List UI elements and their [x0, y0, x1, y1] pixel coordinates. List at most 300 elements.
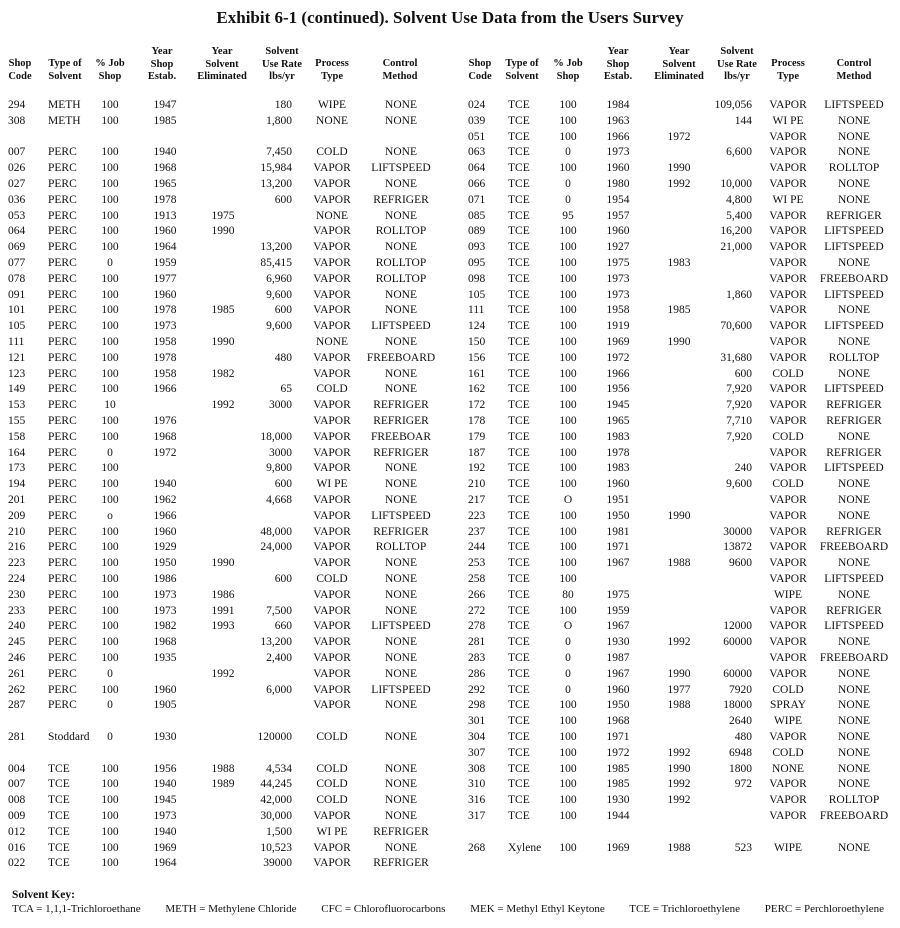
cell-control-method: NONE	[838, 367, 870, 380]
cell-year-eliminated: 1989	[211, 778, 235, 791]
cell-shop-code: 233	[8, 604, 26, 617]
cell-year-estab: 1956	[606, 383, 630, 396]
cell-use-rate: 60000	[723, 667, 752, 680]
cell-solvent-type: TCE	[508, 478, 530, 491]
cell-process-type: COLD	[316, 794, 348, 807]
cell-control-method: LIFTSPEED	[824, 462, 884, 475]
cell-year-eliminated: 1991	[211, 604, 235, 617]
cell-solvent-type: TCE	[508, 209, 530, 222]
cell-shop-code: 071	[468, 193, 486, 206]
cell-shop-code: 187	[468, 446, 486, 459]
cell-solvent-type: PERC	[48, 351, 77, 364]
left-header-year-eliminated: Year Solvent Eliminated	[197, 46, 247, 82]
cell-year-eliminated: 1993	[211, 620, 235, 633]
cell-year-estab: 1964	[153, 241, 177, 254]
cell-process-type: VAPOR	[313, 667, 351, 680]
cell-solvent-type: TCE	[508, 367, 530, 380]
cell-use-rate: 480	[734, 731, 752, 743]
cell-use-rate: 3000	[269, 399, 292, 412]
cell-process-type: VAPOR	[769, 794, 807, 807]
cell-solvent-type: TCE	[508, 794, 530, 807]
cell-pct-job-shop: 100	[101, 494, 119, 506]
cell-year-eliminated: 1977	[667, 683, 691, 696]
cell-shop-code: 124	[468, 320, 486, 333]
cell-use-rate: 7,450	[266, 146, 292, 159]
cell-control-method: NONE	[385, 636, 417, 649]
cell-use-rate: 70,600	[720, 320, 752, 333]
cell-shop-code: 261	[8, 667, 26, 680]
cell-control-method: NONE	[385, 810, 417, 822]
cell-process-type: VAPOR	[313, 636, 351, 649]
cell-pct-job-shop: 100	[101, 114, 119, 127]
cell-year-estab: 1950	[606, 509, 630, 522]
cell-shop-code: 064	[468, 162, 486, 175]
cell-year-eliminated: 1986	[211, 588, 235, 601]
cell-use-rate: 48,000	[260, 525, 292, 538]
cell-shop-code: 022	[8, 857, 26, 870]
cell-shop-code: 268	[468, 841, 486, 854]
cell-pct-job-shop: 100	[101, 841, 119, 854]
cell-pct-job-shop: 100	[101, 272, 119, 285]
cell-shop-code: 089	[468, 225, 486, 238]
cell-pct-job-shop: 100	[559, 399, 577, 412]
cell-pct-job-shop: 100	[559, 351, 577, 364]
cell-process-type: VAPOR	[313, 351, 351, 364]
cell-control-method: NONE	[838, 509, 870, 522]
cell-control-method: NONE	[838, 146, 870, 159]
cell-shop-code: 258	[468, 573, 486, 585]
cell-process-type: VAPOR	[313, 699, 351, 712]
cell-year-estab: 1945	[606, 399, 630, 412]
cell-shop-code: 286	[468, 667, 486, 680]
cell-shop-code: 201	[8, 494, 26, 506]
cell-use-rate: 7,920	[726, 399, 752, 412]
cell-process-type: COLD	[316, 573, 348, 585]
cell-control-method: ROLLTOP	[375, 257, 427, 269]
cell-process-type: WIPE	[773, 841, 803, 854]
cell-pct-job-shop: 10	[104, 399, 116, 412]
cell-shop-code: 223	[468, 509, 486, 522]
cell-year-estab: 1940	[153, 778, 177, 791]
cell-pct-job-shop: 0	[107, 731, 113, 743]
cell-control-method: NONE	[385, 383, 417, 396]
cell-pct-job-shop: 100	[559, 478, 577, 491]
cell-use-rate: 10,523	[260, 841, 292, 854]
cell-use-rate: 9,600	[726, 478, 752, 491]
cell-shop-code: 283	[468, 652, 486, 664]
cell-use-rate: 9,600	[266, 320, 292, 333]
cell-process-type: WI PE	[316, 478, 348, 491]
cell-solvent-type: TCE	[48, 778, 70, 791]
cell-solvent-type: PERC	[48, 446, 77, 459]
cell-control-method: NONE	[838, 130, 870, 143]
right-header-process-type: Process Type	[771, 58, 805, 82]
cell-year-estab: 1940	[153, 825, 177, 838]
cell-solvent-type: TCE	[508, 383, 530, 396]
cell-solvent-type: TCE	[508, 588, 530, 601]
cell-pct-job-shop: 100	[559, 99, 577, 111]
cell-year-estab: 1969	[606, 841, 630, 854]
cell-solvent-type: TCE	[508, 415, 530, 427]
cell-solvent-type: TCE	[48, 841, 70, 854]
cell-pct-job-shop: 100	[101, 225, 119, 238]
right-header-use-rate: Solvent Use Rate lbs/yr	[717, 46, 757, 82]
cell-shop-code: 066	[468, 178, 486, 190]
cell-solvent-type: TCE	[508, 272, 530, 285]
cell-process-type: VAPOR	[313, 178, 351, 190]
cell-year-eliminated: 1992	[667, 778, 691, 791]
cell-process-type: NONE	[316, 336, 348, 348]
cell-control-method: FREEBOARD	[819, 652, 889, 664]
cell-solvent-type: PERC	[48, 367, 77, 380]
cell-pct-job-shop: 100	[101, 762, 119, 775]
cell-year-estab: 1945	[153, 794, 177, 807]
cell-solvent-type: TCE	[508, 573, 530, 585]
cell-pct-job-shop: 95	[562, 209, 574, 222]
cell-use-rate: 65	[280, 383, 292, 396]
cell-pct-job-shop: 100	[559, 288, 577, 301]
cell-shop-code: 304	[468, 731, 486, 743]
cell-shop-code: 156	[468, 351, 486, 364]
cell-year-estab: 1960	[153, 288, 177, 301]
cell-year-estab: 1973	[606, 146, 630, 159]
cell-use-rate: 13,200	[260, 241, 292, 254]
cell-process-type: VAPOR	[313, 367, 351, 380]
cell-process-type: VAPOR	[313, 430, 351, 443]
cell-control-method: LIFTSPEED	[824, 99, 884, 111]
cell-year-estab: 1967	[606, 667, 630, 680]
cell-year-estab: 1966	[153, 383, 177, 396]
page-title: Exhibit 6-1 (continued). Solvent Use Data from the Users Survey	[216, 8, 684, 27]
cell-solvent-type: TCE	[508, 462, 530, 475]
cell-shop-code: 192	[468, 462, 486, 475]
cell-year-estab: 1983	[606, 462, 630, 475]
right-header-year-estab: Year Shop Estab.	[603, 46, 633, 82]
cell-control-method: LIFTSPEED	[824, 241, 884, 254]
cell-shop-code: 008	[8, 794, 26, 807]
cell-year-estab: 1962	[153, 494, 177, 506]
cell-shop-code: 105	[8, 320, 26, 333]
cell-pct-job-shop: 100	[559, 336, 577, 348]
cell-shop-code: 004	[8, 762, 26, 775]
cell-shop-code: 298	[468, 699, 486, 712]
cell-pct-job-shop: 100	[559, 114, 577, 127]
cell-pct-job-shop: 100	[559, 367, 577, 380]
cell-year-estab: 1982	[153, 620, 177, 633]
cell-pct-job-shop: 100	[101, 209, 119, 222]
cell-process-type: VAPOR	[769, 162, 807, 175]
cell-shop-code: 210	[468, 478, 486, 491]
cell-shop-code: 294	[8, 99, 26, 111]
cell-control-method: LIFTSPEED	[371, 620, 431, 633]
cell-control-method: NONE	[838, 557, 870, 570]
cell-shop-code: 085	[468, 209, 486, 222]
cell-shop-code: 027	[8, 178, 26, 190]
cell-use-rate: 1,500	[266, 825, 292, 838]
cell-process-type: VAPOR	[769, 810, 807, 822]
cell-use-rate: 60000	[723, 636, 752, 649]
cell-solvent-type: PERC	[48, 320, 77, 333]
cell-shop-code: 301	[468, 715, 486, 728]
cell-process-type: VAPOR	[769, 272, 807, 285]
cell-control-method: NONE	[838, 114, 870, 127]
cell-process-type: VAPOR	[313, 588, 351, 601]
cell-year-eliminated: 1992	[211, 399, 235, 412]
cell-year-estab: 1959	[606, 604, 630, 617]
cell-solvent-type: PERC	[48, 636, 77, 649]
cell-year-estab: 1972	[606, 351, 630, 364]
cell-solvent-type: TCE	[508, 509, 530, 522]
cell-solvent-type: TCE	[48, 857, 70, 870]
cell-shop-code: 178	[468, 415, 486, 427]
cell-solvent-type: TCE	[508, 351, 530, 364]
cell-year-estab: 1954	[606, 193, 630, 206]
cell-year-estab: 1980	[606, 178, 630, 190]
cell-pct-job-shop: 100	[101, 383, 119, 396]
cell-control-method: NONE	[385, 304, 417, 317]
cell-year-estab: 1973	[153, 320, 177, 333]
key-item: PERC = Perchloroethylene	[764, 903, 884, 915]
cell-control-method: NONE	[838, 762, 870, 775]
cell-process-type: VAPOR	[769, 257, 807, 269]
cell-pct-job-shop: 100	[101, 336, 119, 348]
cell-year-estab: 1958	[153, 336, 177, 348]
cell-year-eliminated: 1988	[667, 841, 691, 854]
cell-process-type: VAPOR	[769, 731, 807, 743]
cell-control-method: NONE	[385, 146, 417, 159]
cell-solvent-type: TCE	[48, 794, 70, 807]
cell-use-rate: 7,710	[726, 415, 752, 427]
cell-shop-code: 053	[8, 209, 26, 222]
cell-use-rate: 6,960	[266, 272, 292, 285]
cell-year-estab: 1913	[153, 209, 177, 222]
cell-pct-job-shop: 100	[101, 430, 119, 443]
cell-pct-job-shop: 100	[559, 699, 577, 712]
cell-process-type: VAPOR	[769, 383, 807, 396]
cell-pct-job-shop: 100	[559, 541, 577, 554]
cell-control-method: REFRIGER	[373, 446, 429, 459]
cell-process-type: VAPOR	[769, 667, 807, 680]
cell-solvent-type: TCE	[508, 178, 530, 190]
cell-year-estab: 1960	[606, 225, 630, 238]
cell-process-type: VAPOR	[313, 462, 351, 475]
cell-shop-code: 253	[468, 557, 486, 570]
cell-year-estab: 1950	[153, 557, 177, 570]
cell-pct-job-shop: 100	[559, 415, 577, 427]
cell-control-method: NONE	[838, 699, 870, 712]
cell-process-type: VAPOR	[313, 683, 351, 696]
cell-control-method: NONE	[838, 430, 870, 443]
right-header-control-method: Control Method	[836, 58, 872, 82]
cell-year-estab: 1951	[606, 494, 630, 506]
cell-control-method: NONE	[838, 715, 870, 728]
cell-control-method: REFRIGER	[373, 415, 429, 427]
cell-control-method: REFRIGER	[373, 857, 429, 870]
cell-pct-job-shop: 100	[559, 446, 577, 459]
cell-shop-code: 237	[468, 525, 486, 538]
cell-pct-job-shop: 100	[101, 525, 119, 538]
cell-use-rate: 600	[274, 304, 292, 317]
cell-year-estab: 1976	[153, 415, 177, 427]
cell-year-eliminated: 1992	[667, 178, 691, 190]
cell-year-estab: 1971	[606, 541, 630, 554]
key-item: CFC = Chlorofluorocarbons	[321, 903, 446, 915]
cell-control-method: LIFTSPEED	[824, 320, 884, 333]
cell-pct-job-shop: 100	[101, 462, 119, 475]
cell-year-estab: 1985	[153, 114, 177, 127]
cell-solvent-type: PERC	[48, 415, 77, 427]
cell-process-type: VAPOR	[313, 541, 351, 554]
cell-process-type: VAPOR	[769, 525, 807, 538]
cell-process-type: VAPOR	[769, 130, 807, 143]
cell-control-method: NONE	[385, 99, 417, 111]
cell-process-type: VAPOR	[769, 541, 807, 554]
cell-use-rate: 4,800	[726, 193, 752, 206]
cell-year-eliminated: 1992	[667, 794, 691, 807]
cell-pct-job-shop: O	[563, 494, 573, 506]
cell-process-type: COLD	[316, 762, 348, 775]
cell-shop-code: 064	[8, 225, 26, 238]
cell-process-type: VAPOR	[313, 557, 351, 570]
solvent-key	[12, 903, 900, 915]
cell-use-rate: 240	[734, 462, 752, 475]
cell-solvent-type: PERC	[48, 288, 77, 301]
cell-control-method: NONE	[385, 699, 417, 712]
cell-process-type: NONE	[772, 762, 804, 775]
cell-shop-code: 217	[468, 494, 486, 506]
cell-solvent-type: TCE	[508, 288, 530, 301]
cell-solvent-type: TCE	[508, 699, 530, 712]
cell-process-type: VAPOR	[769, 778, 807, 791]
cell-use-rate: 4,534	[266, 762, 292, 775]
cell-use-rate: 600	[734, 367, 752, 380]
cell-shop-code: 077	[8, 257, 26, 269]
cell-use-rate: 21,000	[720, 241, 752, 254]
cell-control-method: ROLLTOP	[828, 794, 880, 807]
cell-process-type: NONE	[316, 114, 348, 127]
cell-process-type: VAPOR	[313, 857, 351, 870]
cell-control-method: NONE	[838, 178, 870, 190]
cell-year-eliminated: 1982	[211, 367, 235, 380]
cell-control-method: NONE	[385, 731, 417, 743]
cell-shop-code: 155	[8, 415, 26, 427]
cell-control-method: NONE	[385, 778, 417, 791]
cell-solvent-type: PERC	[48, 557, 77, 570]
cell-shop-code: 012	[8, 825, 26, 838]
cell-pct-job-shop: 100	[101, 193, 119, 206]
cell-year-eliminated: 1985	[211, 304, 235, 317]
cell-year-estab: 1929	[153, 541, 177, 554]
cell-process-type: VAPOR	[769, 415, 807, 427]
cell-year-eliminated: 1990	[667, 336, 691, 348]
cell-use-rate: 1800	[729, 762, 752, 775]
cell-shop-code: 091	[8, 288, 26, 301]
cell-control-method: NONE	[385, 652, 417, 664]
cell-solvent-type: PERC	[48, 193, 77, 206]
cell-use-rate: 7,500	[266, 604, 292, 617]
cell-solvent-type: PERC	[48, 241, 77, 254]
cell-control-method: REFRIGER	[826, 209, 882, 222]
cell-solvent-type: PERC	[48, 146, 77, 159]
cell-shop-code: 026	[8, 162, 26, 175]
cell-process-type: VAPOR	[769, 241, 807, 254]
cell-solvent-type: TCE	[508, 99, 530, 111]
cell-pct-job-shop: 0	[565, 636, 571, 649]
cell-solvent-type: PERC	[48, 699, 77, 712]
cell-pct-job-shop: 100	[559, 225, 577, 238]
cell-pct-job-shop: 100	[559, 604, 577, 617]
cell-control-method: REFRIGER	[826, 415, 882, 427]
cell-solvent-type: TCE	[508, 604, 530, 617]
cell-shop-code: 310	[468, 778, 486, 791]
cell-use-rate: 13,200	[260, 636, 292, 649]
cell-pct-job-shop: 100	[559, 257, 577, 269]
cell-process-type: COLD	[772, 367, 804, 380]
solvent-key-title: Solvent Key:	[12, 889, 75, 901]
right-header-solvent-type: Type of Solvent	[505, 58, 539, 82]
cell-pct-job-shop: 0	[565, 683, 571, 696]
cell-year-estab: 1930	[606, 636, 630, 649]
cell-control-method: ROLLTOP	[375, 541, 427, 554]
cell-pct-job-shop: 100	[559, 557, 577, 570]
cell-shop-code: 245	[8, 636, 26, 649]
cell-pct-job-shop: 100	[101, 541, 119, 554]
cell-control-method: NONE	[838, 636, 870, 649]
cell-solvent-type: TCE	[508, 146, 530, 159]
cell-pct-job-shop: 100	[101, 652, 119, 664]
cell-pct-job-shop: 100	[101, 351, 119, 364]
cell-control-method: LIFTSPEED	[824, 225, 884, 238]
cell-use-rate: 24,000	[260, 541, 292, 554]
cell-year-eliminated: 1975	[211, 209, 235, 222]
cell-year-eliminated: 1990	[211, 225, 235, 238]
cell-year-estab: 1968	[153, 636, 177, 649]
cell-control-method: NONE	[385, 336, 417, 348]
cell-pct-job-shop: 0	[565, 178, 571, 190]
cell-control-method: ROLLTOP	[828, 162, 880, 175]
cell-shop-code: 172	[468, 399, 486, 412]
cell-year-eliminated: 1990	[667, 162, 691, 175]
cell-control-method: NONE	[385, 794, 417, 807]
cell-year-estab: 1919	[606, 320, 630, 333]
cell-shop-code: 281	[468, 636, 486, 649]
cell-use-rate: 1,800	[266, 114, 292, 127]
cell-solvent-type: TCE	[508, 225, 530, 238]
cell-pct-job-shop: 100	[101, 857, 119, 870]
cell-year-estab: 1973	[606, 288, 630, 301]
cell-shop-code: 161	[468, 367, 486, 380]
cell-control-method: FREEBOARD	[819, 541, 889, 554]
cell-pct-job-shop: 100	[101, 636, 119, 649]
cell-year-estab: 1981	[606, 525, 630, 538]
cell-shop-code: 016	[8, 841, 26, 854]
cell-shop-code: 194	[8, 478, 26, 491]
cell-solvent-type: TCE	[48, 810, 70, 822]
cell-pct-job-shop: 100	[559, 810, 577, 822]
cell-year-estab: 1960	[606, 478, 630, 491]
cell-control-method: FREEBOAR	[370, 430, 432, 443]
right-header-year-eliminated: Year Solvent Eliminated	[654, 46, 704, 82]
cell-control-method: NONE	[838, 667, 870, 680]
cell-solvent-type: TCE	[508, 130, 530, 143]
cell-shop-code: 162	[468, 383, 486, 396]
cell-use-rate: 15,984	[260, 162, 292, 175]
cell-pct-job-shop: 80	[562, 588, 574, 601]
cell-year-estab: 1967	[606, 557, 630, 570]
cell-control-method: NONE	[385, 288, 417, 301]
cell-process-type: VAPOR	[313, 810, 351, 822]
cell-year-estab: 1927	[606, 241, 630, 254]
